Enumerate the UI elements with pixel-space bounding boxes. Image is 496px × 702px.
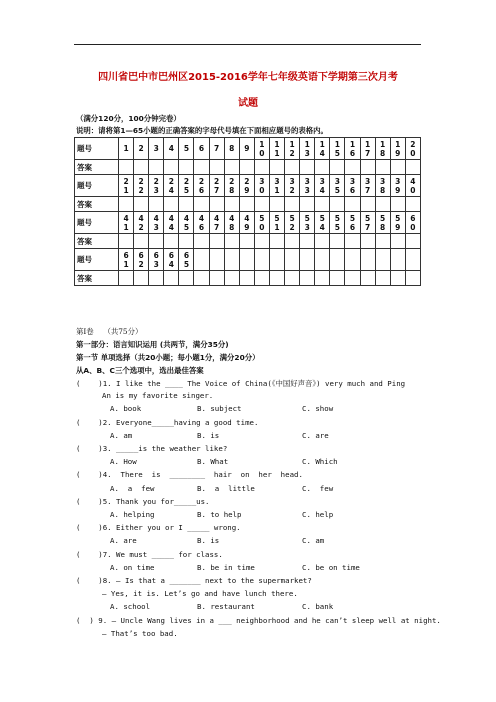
answer-cell[interactable] <box>254 271 269 286</box>
question-stem: ( )8. — Is that a _______ next to the supermarket? <box>76 576 312 585</box>
question-number-cell: 9 <box>239 138 254 160</box>
option-c: C. be on time <box>302 562 360 572</box>
question-number-cell <box>405 249 420 271</box>
section-heading: 第一节 单项选择（共20小题；每小题1分，满分20分） <box>76 353 260 362</box>
answer-cell[interactable] <box>360 160 375 175</box>
question-number-cell: 1 1 <box>269 138 284 160</box>
option-c: C. help <box>302 510 334 519</box>
question-number-cell: 5 5 <box>330 212 345 234</box>
answer-cell[interactable] <box>300 271 315 286</box>
question-number-cell: 1 5 <box>330 138 345 160</box>
section-instruction: 从A、B、C三个选项中，选出最佳答案 <box>76 366 204 375</box>
answer-cell[interactable] <box>119 271 134 286</box>
answer-cell[interactable] <box>194 160 209 175</box>
question-stem: ( )7. We must _____ for class. <box>76 549 223 559</box>
answer-cell[interactable] <box>300 234 315 249</box>
answer-cell[interactable] <box>300 197 315 212</box>
answer-cell[interactable] <box>239 160 254 175</box>
question-number-cell: 5 9 <box>390 212 405 234</box>
answer-cell[interactable] <box>149 197 164 212</box>
option-c: C. Which <box>302 457 338 467</box>
answer-cell[interactable] <box>164 234 179 249</box>
question-number-cell: 3 1 <box>269 175 284 197</box>
question-number-row <box>75 175 421 197</box>
question-number-cell <box>345 249 360 271</box>
answer-cell[interactable] <box>209 234 224 249</box>
answer-cell[interactable] <box>179 160 194 175</box>
question-number-cell: 6 3 <box>149 249 164 271</box>
answer-cell[interactable] <box>209 271 224 286</box>
answer-cell[interactable] <box>254 234 269 249</box>
answer-cell[interactable] <box>269 271 284 286</box>
option-a: A. am <box>110 430 133 440</box>
option-c: C. am <box>302 536 325 546</box>
question-number-cell: 6 2 <box>134 249 149 271</box>
question-number-cell: 2 0 <box>405 138 420 160</box>
question-number-cell: 5 <box>179 138 194 160</box>
row-label: 答案 <box>75 271 119 286</box>
question-stem: ( )6. Either you or I _____ wrong. <box>76 523 241 533</box>
question-number-cell: 6 0 <box>405 212 420 234</box>
option-a: A. book <box>110 404 142 414</box>
row-label: 答案 <box>75 234 119 249</box>
question-number-cell <box>330 249 345 271</box>
answer-cell[interactable] <box>375 234 390 249</box>
question-number-cell: 5 6 <box>345 212 360 234</box>
question-number-cell: 5 1 <box>269 212 284 234</box>
answer-cell[interactable] <box>375 160 390 175</box>
question-number-cell <box>315 249 330 271</box>
option-a: A. How <box>110 457 137 467</box>
answer-cell[interactable] <box>209 197 224 212</box>
answer-cell[interactable] <box>239 271 254 286</box>
answer-cell[interactable] <box>119 160 134 175</box>
answer-cell[interactable] <box>330 234 345 249</box>
answer-cell[interactable] <box>134 271 149 286</box>
answer-cell[interactable] <box>300 160 315 175</box>
answer-cell[interactable] <box>134 197 149 212</box>
option-b: B. is <box>197 430 220 440</box>
answer-cell[interactable] <box>390 160 405 175</box>
part-heading: 第一部分：语言知识运用 (共两节，满分35分) <box>76 340 229 349</box>
answer-cell[interactable] <box>239 234 254 249</box>
question-continuation: An is my favorite singer. <box>102 391 214 401</box>
question-number-cell <box>285 249 300 271</box>
answer-cell[interactable] <box>285 160 300 175</box>
answer-cell[interactable] <box>149 234 164 249</box>
question-number-row <box>75 249 421 271</box>
question-number-cell: 4 0 <box>405 175 420 197</box>
question-number-cell: 2 7 <box>209 175 224 197</box>
question-number-cell <box>300 249 315 271</box>
question-number-cell: 4 <box>164 138 179 160</box>
question-number-cell: 6 5 <box>179 249 194 271</box>
question-number-cell <box>375 249 390 271</box>
question-continuation: — Yes, it is. Let’s go and have lunch there. <box>102 589 298 599</box>
answer-cell[interactable] <box>390 197 405 212</box>
question-number-cell: 1 4 <box>315 138 330 160</box>
question-number-cell <box>390 249 405 271</box>
answer-cell[interactable] <box>330 197 345 212</box>
answer-cell[interactable] <box>119 234 134 249</box>
row-label: 答案 <box>75 197 119 212</box>
question-number-cell <box>254 249 269 271</box>
option-c: C. show <box>302 404 334 414</box>
question-number-row <box>75 138 421 160</box>
option-b: B. subject <box>197 404 242 414</box>
question-number-cell: 3 5 <box>330 175 345 197</box>
question-number-cell: 2 6 <box>194 175 209 197</box>
answer-cell[interactable] <box>269 234 284 249</box>
answer-cell[interactable] <box>164 197 179 212</box>
answer-cell[interactable] <box>269 160 284 175</box>
answer-row <box>75 234 421 249</box>
question-number-cell: 4 5 <box>179 212 194 234</box>
question-number-cell: 4 3 <box>149 212 164 234</box>
answer-cell[interactable] <box>390 271 405 286</box>
question-number-cell: 2 4 <box>164 175 179 197</box>
answer-cell[interactable] <box>345 160 360 175</box>
answer-cell[interactable] <box>194 234 209 249</box>
question-number-cell: 6 4 <box>164 249 179 271</box>
option-a: A. on time <box>110 562 155 572</box>
answer-cell[interactable] <box>315 271 330 286</box>
answer-table <box>74 137 421 286</box>
question-number-cell: 1 8 <box>375 138 390 160</box>
question-number-cell: 2 9 <box>239 175 254 197</box>
question-number-cell: 3 8 <box>375 175 390 197</box>
question-number-cell: 4 1 <box>119 212 134 234</box>
question-number-cell <box>360 249 375 271</box>
answer-cell[interactable] <box>405 197 420 212</box>
question-number-cell: 4 8 <box>224 212 239 234</box>
question-number-cell: 1 9 <box>390 138 405 160</box>
question-number-cell: 4 4 <box>164 212 179 234</box>
question-stem: ( )4. There is ________ hair on her head. <box>76 470 303 480</box>
question-number-cell: 5 7 <box>360 212 375 234</box>
answer-cell[interactable] <box>209 160 224 175</box>
answer-cell[interactable] <box>405 271 420 286</box>
answer-cell[interactable] <box>164 160 179 175</box>
question-number-cell: 3 <box>149 138 164 160</box>
header-rule <box>74 44 421 45</box>
page-title-suffix: 试题 <box>238 98 258 109</box>
question-number-cell <box>209 249 224 271</box>
answer-cell[interactable] <box>134 160 149 175</box>
question-number-cell: 4 2 <box>134 212 149 234</box>
answer-cell[interactable] <box>224 197 239 212</box>
answer-cell[interactable] <box>254 197 269 212</box>
question-number-cell: 2 1 <box>119 175 134 197</box>
option-c: C. are <box>302 430 329 440</box>
question-stem: ( )1. I like the ____ The Voice of China(《中国好声音》) very much and Ping <box>76 379 406 388</box>
question-stem: ( )2. Everyone_____having a good time. <box>76 417 259 427</box>
answer-cell[interactable] <box>330 271 345 286</box>
question-number-cell: 2 2 <box>134 175 149 197</box>
option-b: B. What <box>197 457 229 467</box>
answer-row <box>75 160 421 175</box>
answer-cell[interactable] <box>375 197 390 212</box>
row-label: 题号 <box>75 138 119 160</box>
question-number-cell <box>239 249 254 271</box>
answer-cell[interactable] <box>315 197 330 212</box>
question-number-cell: 1 2 <box>285 138 300 160</box>
question-number-cell: 3 2 <box>285 175 300 197</box>
question-number-row <box>75 212 421 234</box>
answer-cell[interactable] <box>345 271 360 286</box>
question-number-cell: 4 6 <box>194 212 209 234</box>
volume-label: 第Ⅰ卷 （共75分） <box>76 327 143 336</box>
question-number-cell: 3 0 <box>254 175 269 197</box>
question-number-cell: 5 8 <box>375 212 390 234</box>
answer-cell[interactable] <box>224 160 239 175</box>
answer-cell[interactable] <box>405 160 420 175</box>
option-b: B. to help <box>197 510 242 519</box>
question-number-cell: 5 0 <box>254 212 269 234</box>
question-number-cell <box>269 249 284 271</box>
option-c: C. few <box>302 483 334 493</box>
answer-cell[interactable] <box>194 271 209 286</box>
question-number-cell: 3 3 <box>300 175 315 197</box>
question-number-cell: 2 8 <box>224 175 239 197</box>
question-number-cell: 5 2 <box>285 212 300 234</box>
question-number-cell: 3 7 <box>360 175 375 197</box>
answer-cell[interactable] <box>405 234 420 249</box>
row-label: 题号 <box>75 212 119 234</box>
question-number-cell: 5 3 <box>300 212 315 234</box>
answer-cell[interactable] <box>360 234 375 249</box>
answer-cell[interactable] <box>224 271 239 286</box>
answer-cell[interactable] <box>285 234 300 249</box>
question-number-cell: 3 6 <box>345 175 360 197</box>
answer-row <box>75 197 421 212</box>
question-number-cell: 4 7 <box>209 212 224 234</box>
answer-cell[interactable] <box>360 271 375 286</box>
option-a: A. are <box>110 536 137 546</box>
answer-cell[interactable] <box>119 197 134 212</box>
row-label: 答案 <box>75 160 119 175</box>
row-label: 题号 <box>75 175 119 197</box>
option-b: B. a little <box>197 483 255 493</box>
question-number-cell: 3 4 <box>315 175 330 197</box>
question-number-cell: 2 3 <box>149 175 164 197</box>
question-stem: ( ) 9. — Uncle Wang lives in a ___ neighborhood and he can’t sleep well at night. <box>76 615 441 625</box>
answer-cell[interactable] <box>285 271 300 286</box>
question-number-cell: 7 <box>209 138 224 160</box>
question-number-cell: 2 <box>134 138 149 160</box>
answer-cell[interactable] <box>345 197 360 212</box>
answer-cell[interactable] <box>134 234 149 249</box>
answer-cell[interactable] <box>149 160 164 175</box>
answer-cell[interactable] <box>179 234 194 249</box>
question-continuation: — That’s too bad. <box>102 628 178 638</box>
question-number-cell: 1 7 <box>360 138 375 160</box>
option-b: B. is <box>197 536 220 546</box>
row-label: 题号 <box>75 249 119 271</box>
answer-cell[interactable] <box>345 234 360 249</box>
question-number-cell: 1 0 <box>254 138 269 160</box>
question-stem: ( )5. Thank you for_____us. <box>76 496 210 506</box>
answer-row <box>75 271 421 286</box>
answer-cell[interactable] <box>224 234 239 249</box>
question-number-cell: 5 4 <box>315 212 330 234</box>
question-number-cell: 8 <box>224 138 239 160</box>
answer-cell[interactable] <box>239 197 254 212</box>
question-number-cell: 1 <box>119 138 134 160</box>
question-number-cell: 1 6 <box>345 138 360 160</box>
question-stem: ( )3. _____is the weather like? <box>76 444 228 453</box>
option-a: A. helping <box>110 510 155 519</box>
page-title: 四川省巴中市巴州区2015-2016学年七年级英语下学期第三次月考 <box>98 72 398 83</box>
answer-cell[interactable] <box>269 197 284 212</box>
question-number-cell: 3 9 <box>390 175 405 197</box>
answer-cell[interactable] <box>390 234 405 249</box>
question-number-cell: 6 1 <box>119 249 134 271</box>
score-note: （满分120分，100分钟完卷） <box>76 114 181 123</box>
answer-cell[interactable] <box>149 271 164 286</box>
answer-cell[interactable] <box>194 197 209 212</box>
option-b: B. be in time <box>197 562 255 572</box>
question-number-cell: 6 <box>194 138 209 160</box>
question-number-cell <box>224 249 239 271</box>
option-a: A. school <box>110 602 151 612</box>
answer-cell[interactable] <box>179 197 194 212</box>
question-number-cell: 2 5 <box>179 175 194 197</box>
answer-cell[interactable] <box>330 160 345 175</box>
answer-cell[interactable] <box>254 160 269 175</box>
answer-cell[interactable] <box>179 271 194 286</box>
option-c: C. bank <box>302 602 334 612</box>
option-a: A. a few <box>110 483 155 493</box>
answer-cell[interactable] <box>164 271 179 286</box>
question-number-cell: 1 3 <box>300 138 315 160</box>
answer-cell[interactable] <box>315 160 330 175</box>
question-number-cell: 4 9 <box>239 212 254 234</box>
answer-cell[interactable] <box>360 197 375 212</box>
instruction: 说明：请将第1—65小题的正确答案的字母代号填在下面相应题号的表格内。 <box>76 126 328 135</box>
answer-cell[interactable] <box>375 271 390 286</box>
question-number-cell <box>194 249 209 271</box>
option-b: B. restaurant <box>197 602 255 612</box>
answer-cell[interactable] <box>285 197 300 212</box>
answer-cell[interactable] <box>315 234 330 249</box>
